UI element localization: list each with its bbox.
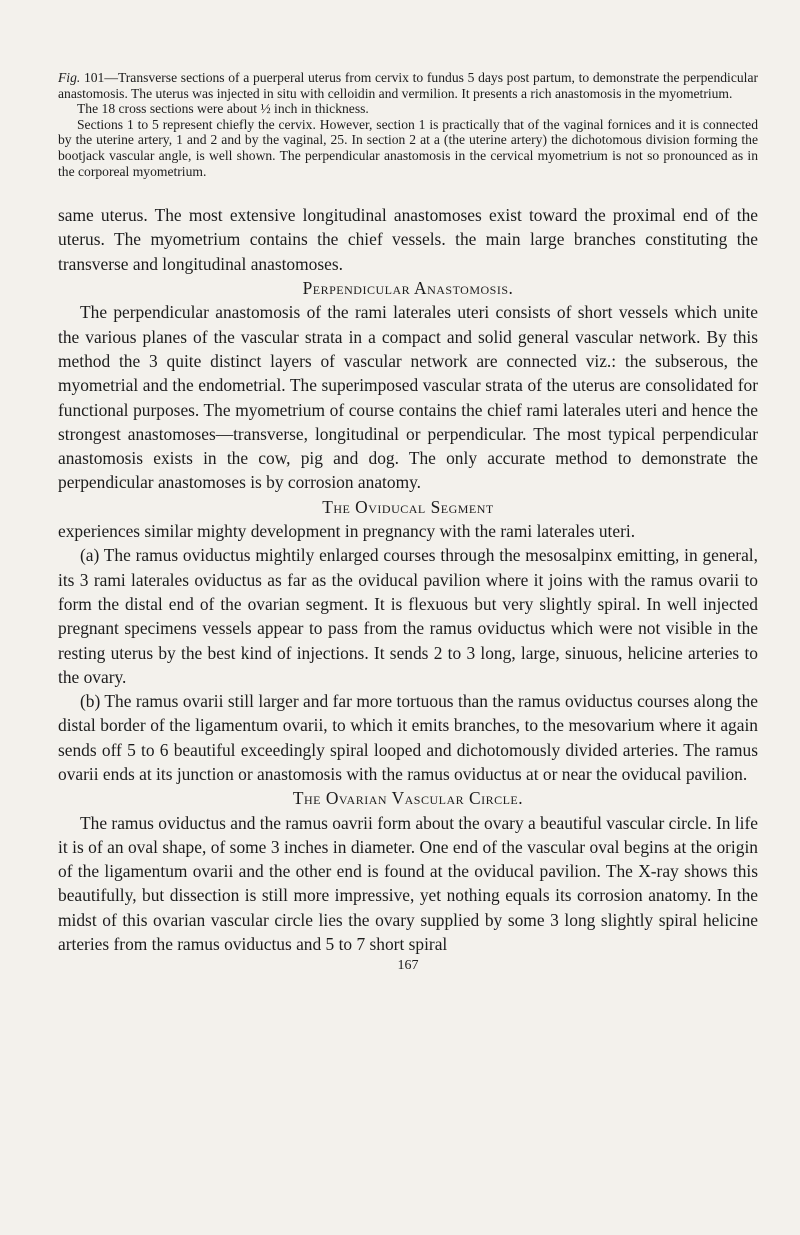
caption-text-1: 101—Transverse sections of a puerperal uterus from cervix to fundus 5 days post partum, to demonstrate the perpendicular anastomosis. The uterus was injected in situ with celloidin and vermilion. It presents a rich anastomosis in the myometrium. bbox=[58, 70, 758, 101]
page bbox=[58, 70, 758, 976]
figure-caption bbox=[58, 70, 758, 179]
caption-line-2: The 18 cross sections were about ½ inch in thickness. bbox=[77, 101, 369, 117]
paragraph-ramus-ovarii: (b) The ramus ovarii still larger and far more tortuous than the ramus oviductus courses along the distal border of the ligamentum ovarii, to which it emits branches, to the mesovarium where it again sends off 5 to 6 beautiful exceedingly spiral looped and dichotomously divided arteries. The ramus ovarii ends at its junction or anastomosis with the ramus oviductus at or near the oviducal pavilion. bbox=[58, 691, 758, 784]
body-text bbox=[58, 203, 758, 956]
paragraph-perpendicular: The perpendicular anastomosis of the rami laterales uteri consists of short vessels which unite the various planes of the vascular strata in a compact and solid general vascular network. By this method the 3 quite distinct layers of vascular network are connected viz.: the subserous, the myometrial and the endometrial. The superimposed vascular strata of the uterus are consolidated for functional purposes. The myometrium of course contains the chief rami laterales uteri and hence the strongest anastomoses—transverse, longitudinal or perpendicular. The most typical perpendicular anastomosis exists in the cow, pig and dog. The only accurate method to demonstrate the perpendicular anastomoses is by corrosion anatomy. bbox=[58, 302, 758, 493]
paragraph-oviducal-intro: experiences similar mighty development in pregnancy with the rami laterales uteri. bbox=[58, 521, 636, 542]
heading-perpendicular-anastomosis: Perpendicular Anastomosis. bbox=[302, 278, 514, 299]
paragraph-continuation: same uterus. The most extensive longitudinal anastomoses exist toward the proximal end of the uterus. The myometrium contains the chief vessels. the main large branches constituting the transverse and longitudinal anastomoses. bbox=[58, 205, 758, 274]
heading-oviducal-segment: The Oviducal Segment bbox=[322, 496, 494, 517]
page-number: 167 bbox=[397, 958, 419, 974]
caption-line-3: Sections 1 to 5 represent chiefly the cervix. However, section 1 is practically that of the vaginal fornices and it is connected by the uterine artery, 1 and 2 and by the vaginal, 25. In section 2 at a (the uterine artery) the dichotomous division forming the bootjack vascular angle, is well shown. The perpendicular anastomosis in the cervical myometrium is not so pronounced as in the corporeal myometrium. bbox=[58, 116, 758, 179]
caption-line-1 bbox=[58, 70, 758, 101]
heading-ovarian-vascular-circle: The Ovarian Vascular Circle. bbox=[292, 788, 524, 809]
paragraph-ramus-oviductus: (a) The ramus oviductus mightily enlarged courses through the mesosalpinx emitting, in general, its 3 rami laterales oviductus as far as the oviducal pavilion where it joins with the ramus ovarii to form the distal end of the ovarian segment. It is flexuous but very slightly spiral. In well injected pregnant specimens vessels appear to pass from the ramus oviductus which were not visible in the resting uterus by the best kind of injections. It sends 2 to 3 long, large, sinuous, helicine arteries to the ovary. bbox=[58, 545, 758, 687]
figure-label: Fig. bbox=[58, 70, 81, 85]
paragraph-ovarian-circle: The ramus oviductus and the ramus oavrii form about the ovary a beautiful vascular circle. In life it is of an oval shape, of some 3 inches in diameter. One end of the vascular oval begins at the origin of the ligamentum ovarii and the other end is found at the oviducal pavilion. The X-ray shows this beautifully, but dissection is still more impressive, yet nothing equals its corrosion anatomy. In the midst of this ovarian vascular circle lies the ovary supplied by some 3 long slightly spiral helicine arteries from the ramus oviductus and 5 to 7 short spiral bbox=[58, 812, 758, 955]
